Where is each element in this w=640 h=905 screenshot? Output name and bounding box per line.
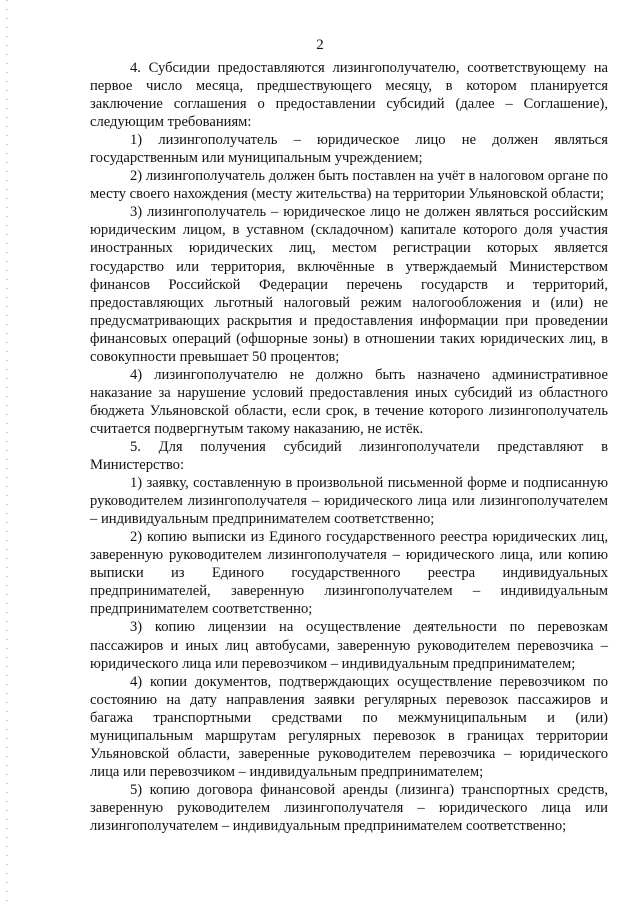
paragraph-item-5-4: 4) копии документов, подтверждающих осуществление перевозчиком по состоянию на дату направления заявки регулярных перевозок пассажиров и багажа транспортными средствами по межмуниципальным и (или) муниципальным маршрутам регулярных перевозок в границах территории Ульяновской области, заверенные руководителем перевозчика – юридического лица или перевозчиком – индивидуальным предпринимателем; xyxy=(90,673,608,780)
paragraph-item-4-1: 1) лизингополучатель – юридическое лицо не должен являться государственным или муниципальным учреждением; xyxy=(90,132,608,167)
paragraph-item-5-5: 5) копию договора финансовой аренды (лизинга) транспортных средств, заверенную руководителем лизингополучателя – юридического лица или лизингополучателем – индивидуальным предпринимателем соответственно; xyxy=(90,781,608,834)
paragraph-item-4-3: 3) лизингополучатель – юридическое лицо не должен являться российским юридическим лицом, в уставном (складочном) капитале которого доля участия иностранных юридических лиц, местом регистрации которых является государство или территория, включённые в утверждаемый Министерством финансов Российской Федерации перечень государств и территорий, предоставляющих льготный налоговый режим налогообложения и (или) не предусматривающих раскрытия и предоставления информации при проведении финансовых операций (офшорные зоны) в отношении таких юридических лиц, в совокупности превышает 50 процентов; xyxy=(90,204,608,365)
paragraph-item-5-3: 3) копию лицензии на осуществление деятельности по перевозкам пассажиров и иных лиц автобусами, заверенную руководителем перевозчика – юридического лица или перевозчиком – индивидуальным предпринимателем; xyxy=(90,619,608,672)
document-body xyxy=(90,59,608,835)
page-number: 2 xyxy=(316,37,324,53)
margin-dotted-line xyxy=(6,0,8,905)
paragraph-item-4: 4. Субсидии предоставляются лизингополучателю, соответствующему на первое число месяца, предшествующего месяцу, в котором планируется заключение соглашения о предоставлении субсидий (далее – Соглашение), следующим требованиям: xyxy=(90,60,608,131)
paragraph-item-5-1: 1) заявку, составленную в произвольной письменной форме и подписанную руководителем лизингополучателя – юридического лица или лизингополучателем – индивидуальным предпринимателем соответственно; xyxy=(90,475,608,528)
paragraph-item-5: 5. Для получения субсидий лизингополучатели представляют в Министерство: xyxy=(90,438,608,474)
paragraph-item-4-2: 2) лизингополучатель должен быть поставлен на учёт в налоговом органе по месту своего нахождения (месту жительства) на территории Ульяновской области; xyxy=(90,168,608,203)
paragraph-item-4-4: 4) лизингополучателю не должно быть назначено административное наказание за нарушение условий предоставления иных субсидий из областного бюджета Ульяновской области, если срок, в течение которого лизингополучатель считается подвергнутым такому наказанию, не истёк. xyxy=(90,366,608,437)
paragraph-item-5-2: 2) копию выписки из Единого государственного реестра юридических лиц, заверенную руководителем лизингополучателя – юридического лица, или копию выписки из Единого государственного реестра индивидуальных предпринимателей, заверенную лизингополучателем – индивидуальным предпринимателем соответственно; xyxy=(90,529,608,618)
